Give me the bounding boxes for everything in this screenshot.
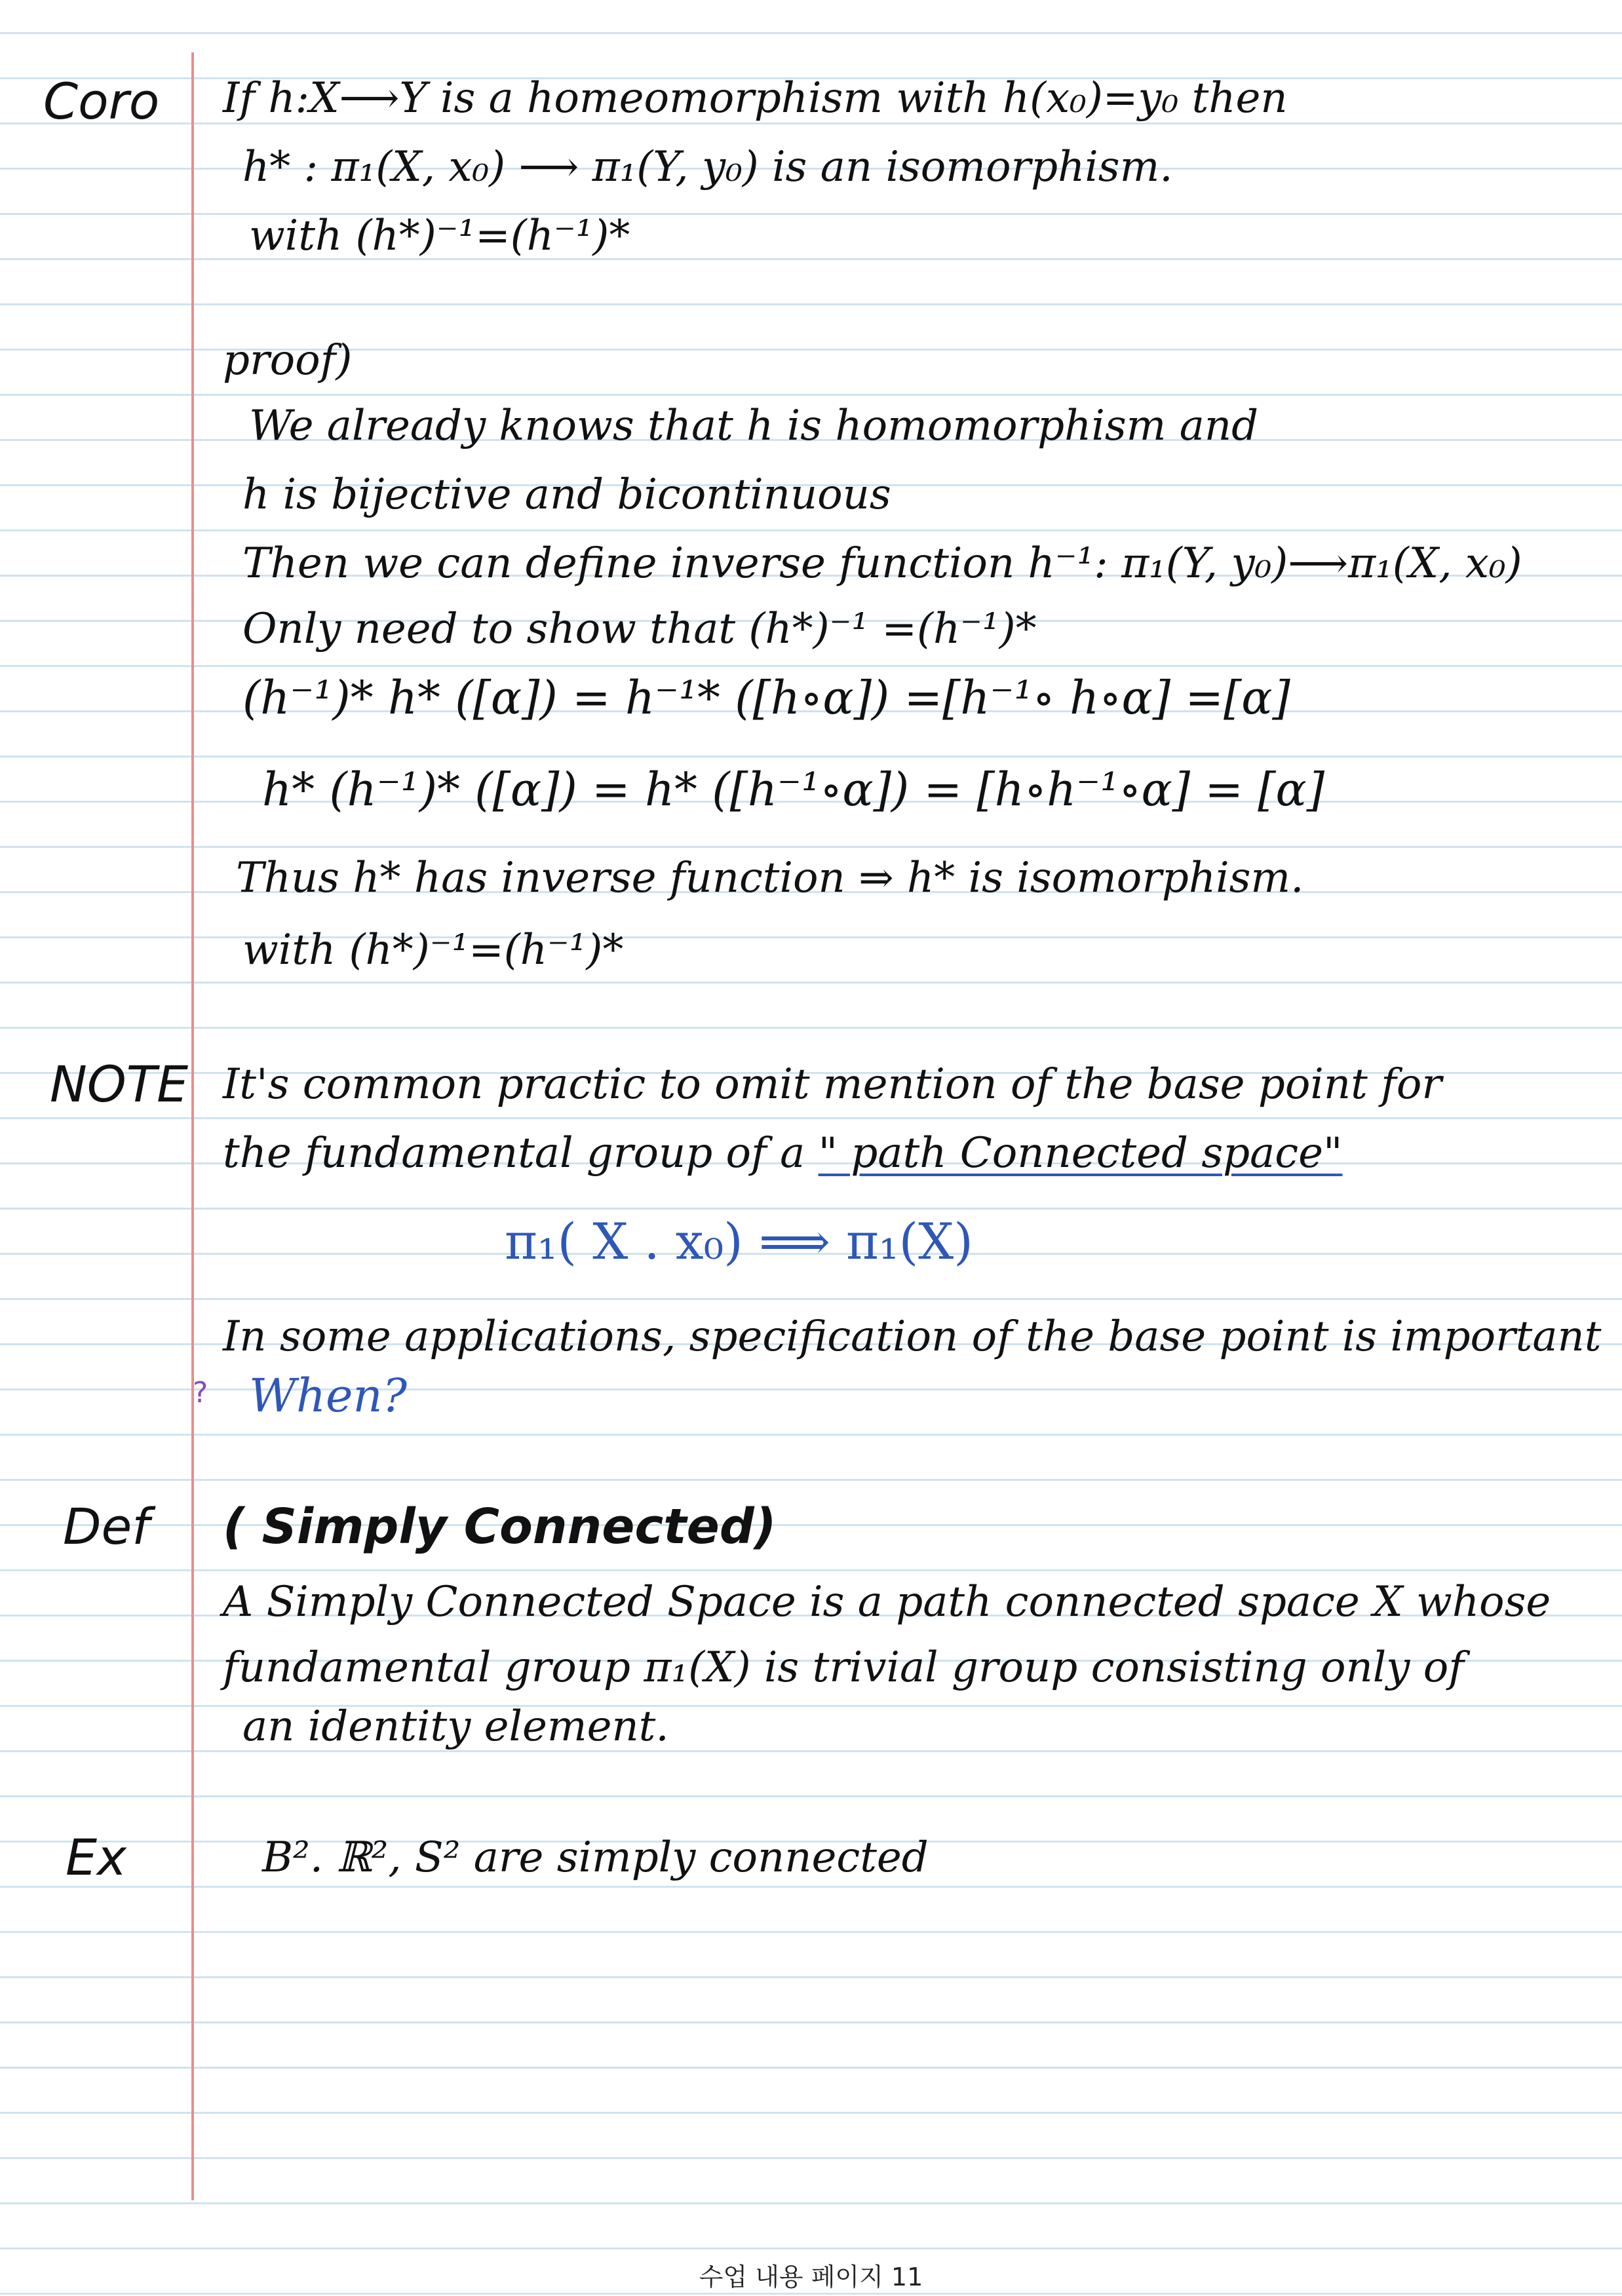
proof-line-7: Thus h* has inverse function ⇒ h* is isomorphism.	[236, 854, 1304, 902]
note-line-2-prefix: the fundamental group of a	[223, 1129, 805, 1177]
label-ex: Ex	[66, 1828, 126, 1886]
example-line-1: B². ℝ², S² are simply connected	[262, 1833, 929, 1882]
proof-heading: proof)	[223, 336, 353, 385]
note-formula: π₁( X . x₀) ⟹ π₁(X)	[505, 1212, 973, 1271]
definition-line-1: A Simply Connected Space is a path connected space X whose	[223, 1578, 1551, 1626]
path-connected-space-phrase: " path Connected space"	[818, 1129, 1343, 1177]
note-line-2	[223, 1127, 1342, 1179]
proof-line-8: with (h*)⁻¹=(h⁻¹)*	[242, 926, 624, 974]
label-note: NOTE	[50, 1055, 189, 1113]
proof-line-5: (h⁻¹)* h* ([α]) = h⁻¹* ([h∘α]) =[h⁻¹∘ h∘α] =[α]	[242, 671, 1290, 725]
label-def: Def	[63, 1497, 150, 1556]
proof-line-3: Then we can define inverse function h⁻¹: π₁(Y, y₀)⟶π₁(X, x₀)	[242, 539, 1522, 588]
definition-line-3: an identity element.	[242, 1702, 669, 1751]
note-line-3: In some applications, specification of the base point is important	[223, 1312, 1602, 1361]
label-coro: Coro	[43, 72, 160, 130]
note-question: When?	[249, 1369, 408, 1423]
proof-line-1: We already knows that h is homomorphism and	[249, 402, 1259, 450]
question-mark-icon: ?	[193, 1376, 208, 1409]
proof-line-6: h* (h⁻¹)* ([α]) = h* ([h⁻¹∘α]) = [h∘h⁻¹∘α] = [α]	[262, 763, 1325, 816]
coro-line-3: with (h*)⁻¹=(h⁻¹)*	[249, 212, 630, 260]
coro-line-2: h* : π₁(X, x₀) ⟶ π₁(Y, y₀) is an isomorphism.	[242, 143, 1173, 191]
note-line-1: It's common practic to omit mention of the base point for	[223, 1060, 1442, 1109]
page-footer: 수업 내용 페이지 11	[699, 2263, 923, 2291]
definition-title: ( Simply Connected)	[223, 1499, 777, 1555]
proof-line-4: Only need to show that (h*)⁻¹ =(h⁻¹)*	[242, 605, 1037, 653]
definition-line-2: fundamental group π₁(X) is trivial group consisting only of	[223, 1643, 1464, 1692]
proof-line-2: h is bijective and bicontinuous	[242, 470, 891, 519]
margin-line	[191, 52, 194, 2200]
coro-line-1: If h:X⟶Y is a homeomorphism with h(x₀)=y₀ then	[223, 74, 1288, 123]
